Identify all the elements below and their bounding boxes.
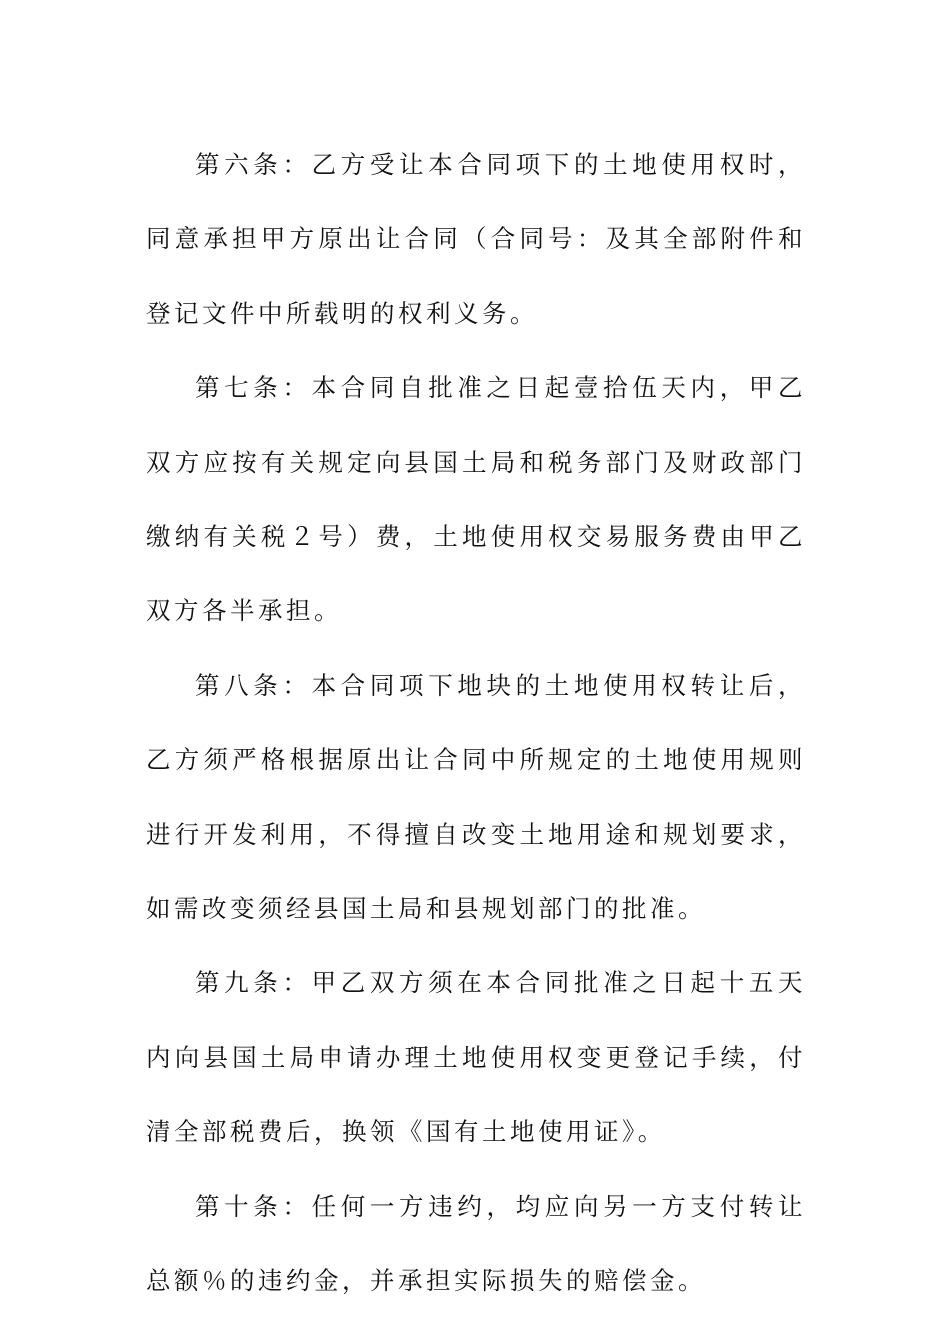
clause-7: 第七条：本合同自批准之日起壹拾伍天内，甲乙双方应按有关规定向县国土局和税务部门及财政部门缴纳有关税２号）费，土地使用权交易服务费由甲乙双方各半承担。 <box>146 373 806 626</box>
clause-10: 第十条：任何一方违约，均应向另一方支付转让总额％的违约金，并承担实际损失的赔偿金。 <box>146 1191 806 1296</box>
clause-9: 第九条：甲乙双方须在本合同批准之日起十五天内向县国土局申请办理土地使用权变更登记手续，付清全部税费后，换领《国有土地使用证》。 <box>146 968 806 1147</box>
clause-8: 第八条：本合同项下地块的土地使用权转让后，乙方须严格根据原出让合同中所规定的土地使用规则进行开发利用，不得擅自改变土地用途和规划要求，如需改变须经县国土局和县规划部门的批准。 <box>146 670 806 924</box>
clause-6: 第六条：乙方受让本合同项下的土地使用权时，同意承担甲方原出让合同（合同号：及其全部附件和登记文件中所载明的权利义务。 <box>146 150 806 328</box>
document-body <box>146 128 806 1319</box>
